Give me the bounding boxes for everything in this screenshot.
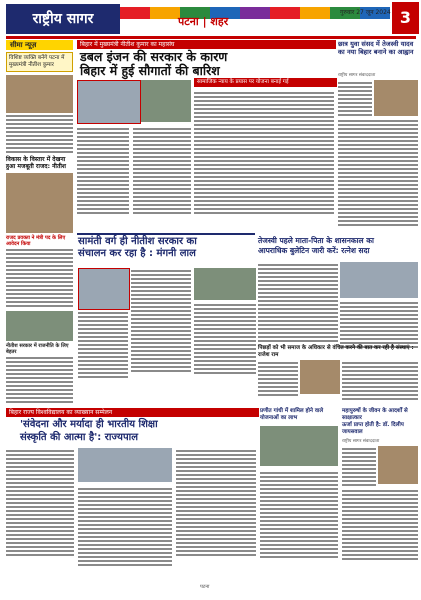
story-headline: विशिष्ट व्यक्ति बनेंगे पटना में मुख्यमंत्री नीतीश कुमार bbox=[6, 52, 73, 72]
leader-photo bbox=[6, 173, 73, 233]
bottom-right-photo bbox=[378, 446, 418, 484]
story-body-2 bbox=[6, 249, 73, 307]
color-swatch bbox=[300, 7, 330, 19]
small-body-2 bbox=[342, 360, 418, 402]
small-headline: पिछड़ों को भी समाज के अधिकार से वंचित करने की बात कर रही है संस्थाएं : राजेश राम bbox=[258, 345, 414, 358]
story-body-3 bbox=[6, 357, 73, 403]
color-swatch bbox=[120, 7, 150, 19]
bottom-right-body-2 bbox=[342, 488, 418, 562]
bottom-body-1 bbox=[6, 448, 74, 558]
mid-right-body-2 bbox=[340, 300, 418, 350]
lead-body-center bbox=[133, 126, 191, 216]
mid-photo bbox=[78, 268, 130, 310]
lead-photo-2 bbox=[141, 80, 191, 122]
bottom-banner: बिहार राज्य विश्वविद्यालय का व्याख्यान सम्मेलन bbox=[6, 408, 259, 417]
lead-body bbox=[194, 90, 334, 216]
page-number: 3 bbox=[392, 2, 419, 34]
lead-photo-1 bbox=[77, 80, 141, 124]
lead-subhead: सामाजिक न्याय के प्रयास पर योजना बनाई गई bbox=[194, 78, 337, 87]
bottom-body-2 bbox=[78, 486, 172, 568]
portrait-photo bbox=[6, 75, 73, 113]
right-photo bbox=[374, 80, 418, 116]
bottom-right-body bbox=[342, 446, 376, 488]
bottom-headline-line1: 'संवेदना और मर्यादा ही भारतीय शिक्षा bbox=[20, 419, 158, 430]
bottom-photo bbox=[78, 448, 172, 482]
bottom-right-headline bbox=[342, 408, 418, 436]
right-headline-line1: छात्र युवा संसद में तेजस्वी यादव bbox=[338, 40, 414, 48]
bottom-body-3 bbox=[176, 448, 256, 558]
color-swatch bbox=[270, 7, 300, 19]
bottom-headline bbox=[20, 418, 260, 444]
issue-date: गुरुवार 27 जून 2024 bbox=[340, 9, 391, 16]
story-headline-2: विकास के विस्तार में देखना हुआ मजबूती राजद: नीतीश bbox=[6, 156, 67, 170]
footer-label: पटना bbox=[200, 584, 210, 590]
mid-headline-line2: संचालन कर रहा है : मंगनी लाल bbox=[78, 248, 196, 259]
mid-right-photo bbox=[340, 262, 418, 298]
mid-headline-line1: सामंती वर्ग ही नीतीश सरकार का bbox=[78, 236, 197, 247]
mid-rule bbox=[77, 233, 255, 235]
color-swatch bbox=[240, 7, 270, 19]
right-headline-line2: का नया बिहार बनाने का आह्वान bbox=[338, 48, 414, 56]
mid-body-1 bbox=[78, 310, 128, 380]
mid-right-body bbox=[258, 262, 338, 344]
event-photo bbox=[6, 311, 73, 341]
lead-headline bbox=[80, 50, 336, 78]
news-note: नीतीश सरकार में राजनीति के लिए बेहतर bbox=[6, 343, 69, 355]
header-rule bbox=[6, 36, 416, 39]
bottom-byline: राष्ट्रीय सागर संवाददाता bbox=[342, 439, 380, 444]
mid-right-headline-line2: आपराधिक बुलेटिन जारी करें: रत्नेश सदा bbox=[258, 246, 370, 255]
lead-headline-line2: बिहार में हुई सौगातों की बारिश bbox=[80, 63, 220, 78]
mid-body-3 bbox=[194, 302, 256, 376]
lead-body-left bbox=[77, 126, 129, 216]
right-byline: राष्ट्रीय सागर संवाददाता bbox=[338, 73, 376, 78]
newspaper-masthead: राष्ट्रीय सागर bbox=[6, 4, 120, 34]
small-photo bbox=[300, 360, 340, 394]
mid-headline bbox=[78, 236, 256, 260]
lead-headline-line1: डबल इंजन की सरकार के कारण bbox=[80, 49, 228, 64]
section-title: पटना | शहर bbox=[178, 15, 229, 28]
right-headline bbox=[338, 40, 418, 56]
right-body-2 bbox=[338, 118, 418, 228]
mid-photo-2 bbox=[194, 268, 256, 300]
mid-right-headline-line1: तेजस्वी पहले माता-पिता के शासनकाल का bbox=[258, 236, 374, 245]
bottom-headline-line2: संस्कृति की आत्मा है': राज्यपाल bbox=[20, 432, 139, 443]
lead-banner: बिहार में मुख्यमंत्री नीतीश कुमार का महासंघ bbox=[77, 40, 336, 49]
column-heading: सीमा न्यूज़ bbox=[6, 40, 73, 50]
small-body bbox=[258, 360, 298, 398]
mid-right-headline bbox=[258, 236, 418, 256]
photo-caption: राजद प्रवक्ता ने मंत्री पद के लिए आवेदन किया bbox=[6, 235, 66, 247]
color-swatch bbox=[150, 7, 180, 19]
right-body-1 bbox=[338, 80, 372, 118]
bottom-mid-headline: प्रणीत गांधी में शामिल होने वाले योजनाओं का लाभ bbox=[260, 408, 324, 421]
mid-body-2 bbox=[131, 268, 191, 374]
bottom-right-headline-line1: महापुरुषों के जीवन के आदर्शों से साक्षात्कार bbox=[342, 408, 408, 421]
story-body bbox=[6, 115, 73, 153]
bottom-right-headline-line2: ऊर्जा प्राप्त होती है: डॉ. दिलीप जायसवाल bbox=[342, 422, 404, 435]
bottom-mid-body bbox=[260, 470, 338, 560]
bottom-mid-photo bbox=[260, 426, 338, 466]
